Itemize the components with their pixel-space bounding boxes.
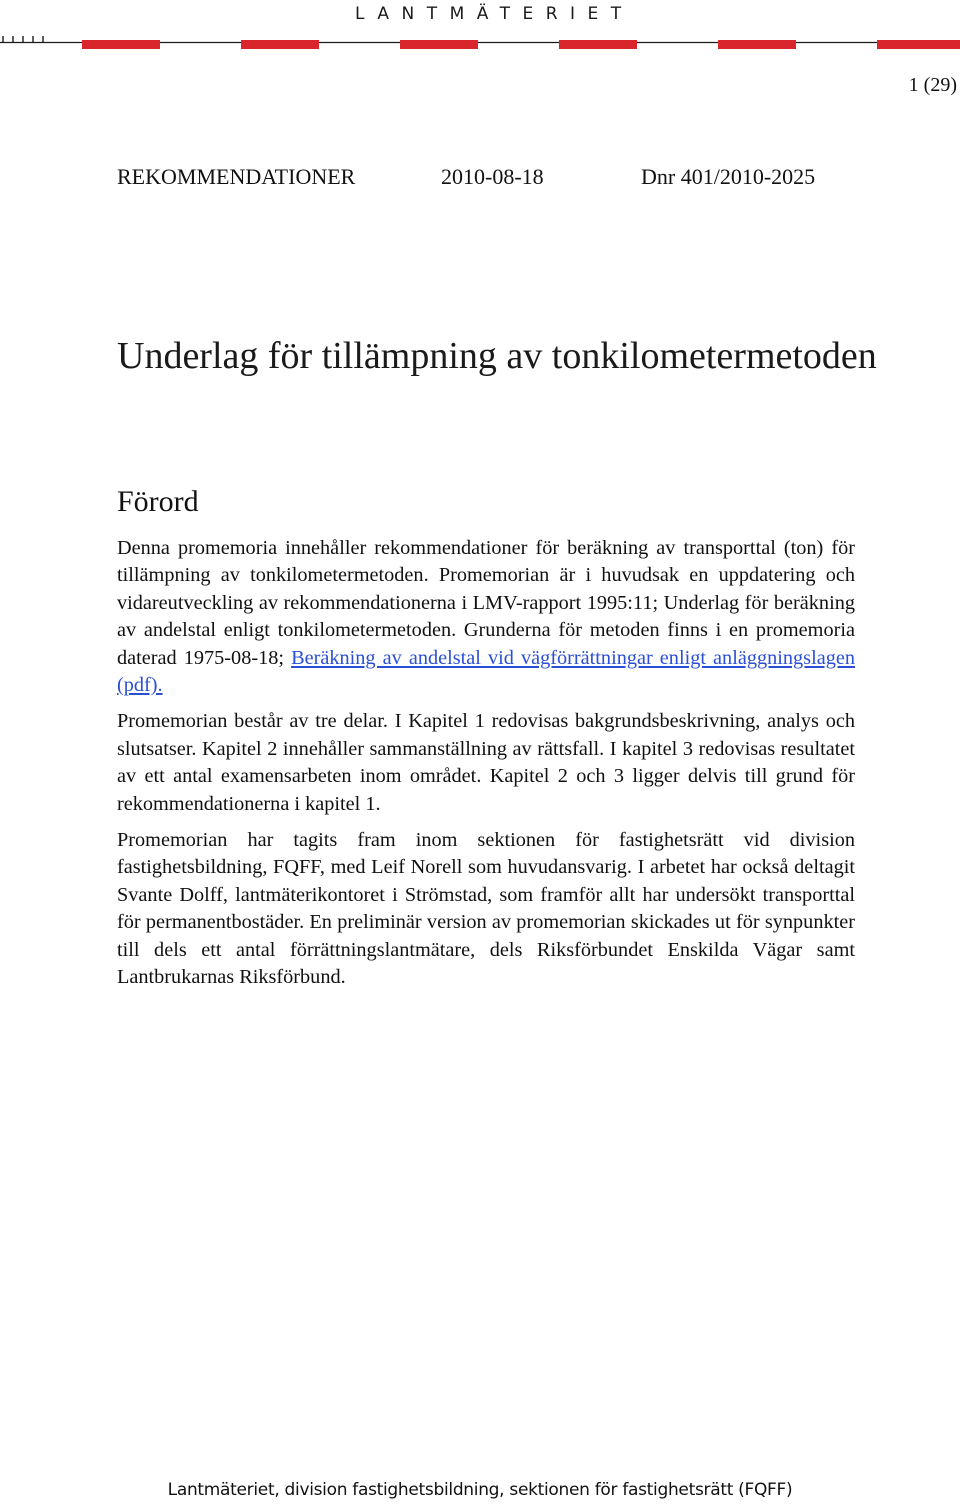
document-dnr: Dnr 401/2010-2025 xyxy=(641,164,816,189)
document-title: Underlag för tillämpning av tonkilometermetoden xyxy=(117,335,877,377)
paragraph-3: Promemorian har tagits fram inom sektionen för fastighetsrätt vid division fastighetsbildning, FQFF, med Leif Norell som huvudansvarig. I arbetet har också deltagit Svante Dolff, lantmäterikontoret i Strömstad, som framför allt har undersökt transporttal för permanentbostäder. En preliminär version av promemorian skickades ut för synpunkter till dels ett antal förrättningslantmätare, dels Riksförbundet Enskilda Vägar samt Lantbrukarnas Riksförbund. xyxy=(117,829,855,989)
ruler-ticks xyxy=(3,36,43,43)
paragraph-1 xyxy=(117,535,855,699)
ruler-segments xyxy=(82,40,960,49)
page-footer: Lantmäteriet, division fastighetsbildning, sektionen för fastighetsrätt (FQFF) xyxy=(167,1480,793,1500)
document-type: REKOMMENDATIONER xyxy=(117,164,356,189)
pdf-link[interactable]: Beräkning av andelstal vid vägförrättningar enligt anläggningslagen (pdf). xyxy=(117,646,855,697)
document-body xyxy=(117,535,855,1001)
ruler-bar xyxy=(0,30,960,50)
paragraph-1-text: Denna promemoria innehåller rekommendationer för beräkning av transporttal (ton) för tillämpning av tonkilometermetoden. Promemorian är i huvudsak en uppdatering och vidareutveckling av rekommendationerna i LMV-rapport 1995:11; Underlag för beräkning av andelstal enligt tonkilometermetoden. Grunderna för metoden finns i en promemoria daterad 1975-08-18; xyxy=(117,537,855,669)
paragraph-2: Promemorian består av tre delar. I Kapitel 1 redovisas bakgrundsbeskrivning, analys och slutsatser. Kapitel 2 innehåller sammanställning av rättsfall. I kapitel 3 redovisas resultatet av ett antal examensarbeten inom området. Kapitel 2 och 3 ligger delvis till grund för rekommendationerna i kapitel 1. xyxy=(117,710,855,815)
lantmateriet-logo: LANTMÄTERIET xyxy=(355,4,634,24)
section-heading: Förord xyxy=(117,485,199,518)
document-date: 2010-08-18 xyxy=(441,164,544,189)
page-number: 1 (29) xyxy=(908,74,957,96)
